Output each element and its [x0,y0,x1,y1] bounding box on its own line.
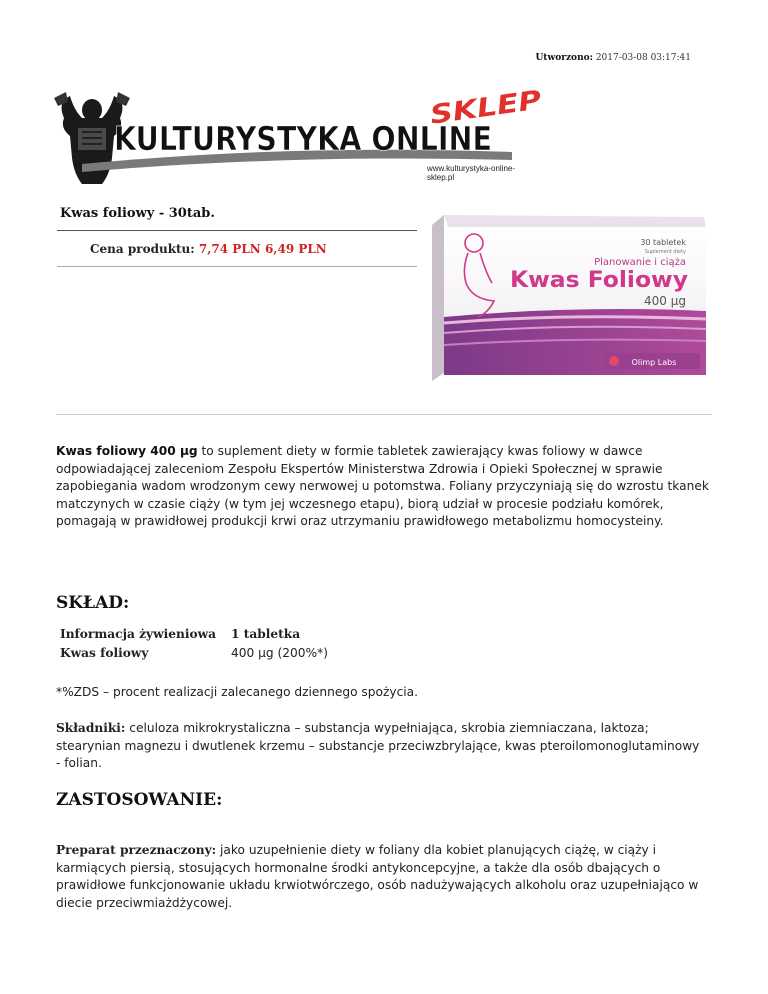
logo-badge-text: SKLEP [428,88,524,131]
section-heading-composition: SKŁAD: [56,593,130,613]
product-title: Kwas foliowy - 30tab. [60,206,215,221]
box-tagline: Planowanie i ciąża [594,257,686,268]
product-box-graphic [428,213,710,388]
box-subtitle: Suplement diety [644,249,686,255]
footnote: *%ZDS – procent realizacji zalecanego dziennego spożycia. [56,685,419,699]
created-value: 2017-03-08 03:17:41 [595,53,691,63]
created-timestamp [535,53,691,63]
box-top [444,215,706,229]
purpose-text: jako uzupełnienie diety w foliany dla kobiet planujących ciążę, w ciąży i karmiących piersią, stosujących hormonalne środki antykoncepcyjne, a także dla osób dbających o prawidłowe funkcjonowanie układu krwiotwórczego, osób nadużywających alkoholu oraz uzupełniająco w diecie przeciwmiażdżycowej. [56,843,699,910]
section-heading-usage: ZASTOSOWANIE: [56,790,223,810]
table-row [60,646,328,665]
box-count: 30 tabletek [640,238,686,247]
ingredients-label: Składniki: [56,721,126,735]
table-cell: 400 µg (200%*) [231,646,328,660]
price-old: 7,74 PLN [198,242,261,256]
table-header-row [60,627,328,646]
table-header-cell: 1 tabletka [231,627,301,641]
box-side [432,215,444,381]
divider [56,414,712,415]
divider [57,266,417,267]
purpose-label: Preparat przeznaczony: [56,843,217,857]
box-dose: 400 µg [644,294,686,308]
ingredients [56,720,706,773]
product-description [56,443,716,531]
created-label: Utworzono: [535,53,593,63]
product-image[interactable] [428,213,710,388]
price-label: Cena produktu: [90,242,195,256]
logo-main-text: KULTURYSTYKA ONLINE [114,119,492,158]
divider [57,230,417,231]
nutrition-table [60,627,328,665]
description-bold: Kwas foliowy 400 µg [56,444,198,458]
usage-purpose [56,842,716,912]
logo-site-url: www.kulturystyka-online-sklep.pl [427,164,516,182]
store-logo[interactable] [52,88,542,188]
box-product-name: Kwas Foliowy [510,268,688,293]
box-brand: Olimp Labs [631,358,677,367]
product-price [90,242,327,256]
table-cell: Kwas foliowy [60,646,149,660]
box-note: Dawka odpowiadająca zaleceniom Zespołu Ekspertów* [554,310,692,316]
description-text: to suplement diety w formie tabletek zawierający kwas foliowy w dawce odpowiadającej zaleceniom Zespołu Ekspertów Ministerstwa Zdrowia i Opieki Społecznej w sprawie zapobiegania wadom wrodzonym cewy nerwowej u potomstwa. Foliany przyczyniają się do wzrostu tkanek matczynych w czasie ciąży (w tym jej wczesnego etapu), biorą udział w procesie podziału komórek, pomagają w prawidłowej produkcji krwi oraz utrzymaniu prawidłowego metabolizmu homocysteiny. [56,444,709,529]
ingredients-text: celuloza mikrokrystaliczna – substancja wypełniająca, skrobia ziemniaczana, laktoza; stearynian magnezu i dwutlenek krzemu – substancje przeciwzbrylające, kwas pteroilomonoglutaminowy - folian. [56,721,700,771]
table-header-cell: Informacja żywieniowa [60,627,217,641]
price-new: 6,49 PLN [264,242,327,256]
brand-logo-icon [609,356,619,366]
